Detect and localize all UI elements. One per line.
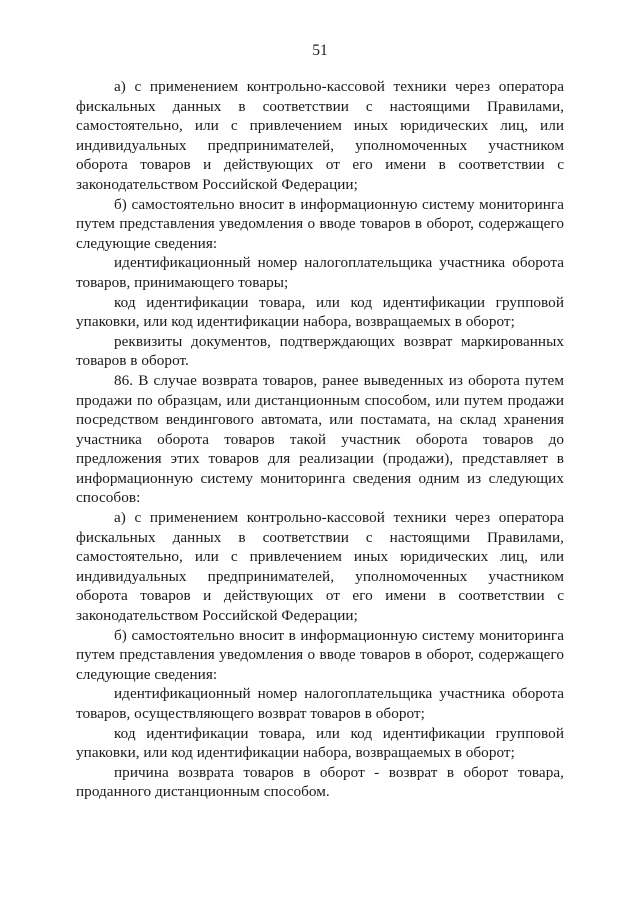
paragraph-inn: идентификационный номер налогоплательщика участника оборота товаров, принимающего товары; [76, 254, 564, 291]
paragraph-identification-code-2: код идентификации товара, или код идентификации групповой упаковки, или код идентификации набора, возвращаемых в оборот; [76, 724, 564, 762]
paragraph-a-cash-register: а) с применением контрольно-кассовой техники через оператора фискальных данных в соответствии с настоящими Правилами, самостоятельно, или с привлечением иных юридических лиц, или индивидуальных предпринимателей, уполномоченных участником оборота товаров и действующих от его имени в соответствии с законодательством Российской Федерации; [76, 78, 564, 193]
paragraph-inn-2: идентификационный номер налогоплательщика участника оборота товаров, осуществляющего возврат товаров в оборот; [76, 685, 564, 722]
document-body [76, 77, 564, 802]
paragraph-document-details: реквизиты документов, подтверждающих возврат маркированных товаров в оборот. [76, 332, 564, 370]
paragraph-b-self-entry: б) самостоятельно вносит в информационную систему мониторинга путем представления уведомления о вводе товаров в оборот, содержащего следующие сведения: [76, 195, 564, 252]
paragraph-86: 86. В случае возврата товаров, ранее выведенных из оборота путем продажи по образцам, или дистанционным способом, или путем продажи посредством вендингового автомата, или постамата, на склад хранения участника оборота товаров такой участник оборота товаров до предложения этих товаров для реализации (продажи), представляет в информационную систему мониторинга сведения одним из следующих способов: [76, 371, 564, 507]
paragraph-a-cash-register-2: а) с применением контрольно-кассовой техники через оператора фискальных данных в соответствии с настоящими Правилами, самостоятельно, или с привлечением иных юридических лиц, или индивидуальных предпринимателей, уполномоченных участником оборота товаров и действующих от его имени в соответствии с законодательством Российской Федерации; [76, 509, 564, 625]
paragraph-identification-code: код идентификации товара, или код идентификации групповой упаковки, или код идентификации набора, возвращаемых в оборот; [76, 293, 564, 331]
paragraph-return-reason: причина возврата товаров в оборот - возврат в оборот товара, проданного дистанционным способом. [76, 763, 564, 801]
page-number: 51 [312, 42, 328, 59]
paragraph-b-self-entry-2: б) самостоятельно вносит в информационную систему мониторинга путем представления уведомления о вводе товаров в оборот, содержащего следующие сведения: [76, 626, 564, 683]
